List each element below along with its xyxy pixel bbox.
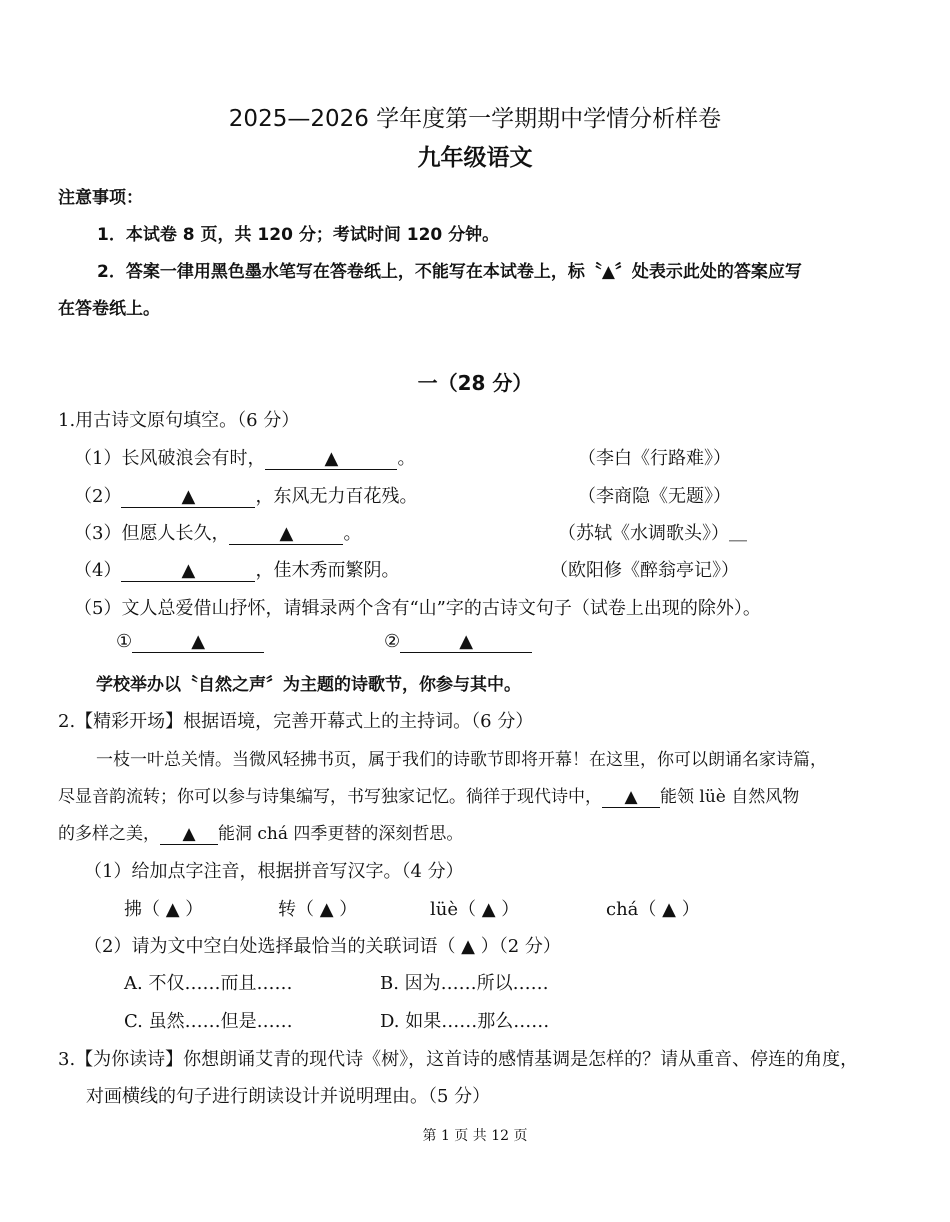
q2-para-blank-2[interactable]: ▲	[160, 825, 218, 845]
q2-option-c: C. 虽然……但是……	[124, 1011, 293, 1032]
notes-item-1: 1．本试卷 8 页，共 120 分；考试时间 120 分钟。	[97, 225, 500, 245]
q1-item-4-blank[interactable]: ▲	[121, 561, 255, 582]
q2-para-line-1: 一枝一叶总关情。当微风轻拂书页，属于我们的诗歌节即将开幕！在这里，你可以朗诵名家诗篇，	[96, 750, 827, 770]
q3-line-1: 3.【为你读诗】你想朗诵艾青的现代诗《树》，这首诗的感情基调是怎样的？请从重音、停连的角度，	[58, 1049, 859, 1070]
q1-item-4-num: （4）	[74, 560, 122, 581]
q1-item-1-source: （李白《行路难》）	[578, 448, 731, 469]
q2-option-b: B. 因为……所以……	[380, 973, 549, 994]
q1-item-2-blank[interactable]: ▲	[121, 487, 255, 508]
q1-item-2-num: （2）	[74, 486, 122, 507]
q2-para-line-3	[58, 819, 463, 845]
q1-item-3-source: （苏轼《水调歌头》）＿	[558, 523, 747, 544]
q1-item-3-blank[interactable]: ▲	[229, 524, 343, 545]
q1-stem: 1.用古诗文原句填空。（6 分）	[58, 410, 300, 431]
q1-item-1-blank[interactable]: ▲	[265, 449, 397, 470]
q1-item-5-num: （5）	[74, 598, 122, 619]
q1-item-2-source: （李商隐《无题》）	[578, 486, 731, 507]
q1-item-3-after: 。	[343, 523, 362, 544]
q1-item-5-blank-1[interactable]: ▲	[132, 632, 264, 653]
q1-item-3-before: 但愿人长久，	[121, 523, 230, 544]
q2-para-line-2	[58, 782, 799, 808]
q1-item-1-before: 长风破浪会有时，	[121, 448, 266, 469]
q2-para-line-2-after: 能领 lüè 自然风物	[660, 787, 800, 807]
q1-item-4-source: （欧阳修《醉翁亭记》）	[550, 560, 739, 581]
exam-title: 2025—2026 学年度第一学期期中学情分析样卷	[228, 106, 722, 132]
circle-two: ②	[384, 631, 401, 652]
q2-sub-1-field-3: lüè（ ▲ ）	[430, 899, 520, 920]
q1-item-3-num: （3）	[74, 523, 122, 544]
context-line: 学校举办以〝自然之声〞为主题的诗歌节，你参与其中。	[96, 675, 521, 695]
q2-stem: 2.【精彩开场】根据语境，完善开幕式上的主持词。（6 分）	[58, 711, 534, 732]
circle-one: ①	[116, 631, 133, 652]
notes-heading: 注意事项：	[58, 188, 143, 208]
q1-item-4	[74, 556, 399, 582]
q1-item-5	[74, 594, 761, 620]
q2-para-blank-1[interactable]: ▲	[602, 788, 660, 808]
q1-item-1	[74, 444, 415, 470]
subject-title: 九年级语文	[417, 145, 533, 171]
q2-option-d: D. 如果……那么……	[380, 1011, 550, 1032]
q2-para-line-3-after: 能洞 chá 四季更替的深刻哲思。	[218, 824, 464, 844]
q1-item-5-text: 文人总爱借山抒怀，请辑录两个含有“山”字的古诗文句子（试卷上出现的除外）。	[121, 598, 761, 619]
q2-sub-1-field-2: 转（ ▲ ）	[278, 899, 358, 920]
notes-item-2-cont: 在答卷纸上。	[58, 299, 160, 319]
q3-line-2: 对画横线的句子进行朗读设计并说明理由。（5 分）	[86, 1086, 491, 1107]
q1-item-2-after: ，东风无力百花残。	[255, 486, 418, 507]
q1-item-1-after: 。	[397, 448, 416, 469]
q1-item-5-answer-2	[384, 631, 532, 653]
q1-item-1-num: （1）	[74, 448, 122, 469]
q2-option-a: A. 不仅……而且……	[124, 973, 293, 994]
q1-item-2	[74, 482, 417, 508]
q1-item-4-after: ，佳木秀而繁阴。	[255, 560, 400, 581]
q1-item-5-blank-2[interactable]: ▲	[400, 632, 532, 653]
section-heading: 一（28 分）	[417, 371, 533, 395]
q2-para-line-3-text: 的多样之美，	[58, 824, 160, 844]
notes-item-2: 2．答案一律用黑色墨水笔写在答卷纸上，不能写在本试卷上，标〝▲〞处表示此处的答案应写	[97, 262, 802, 282]
q2-sub-1: （1）给加点字注音，根据拼音写汉字。（4 分）	[84, 861, 464, 882]
q2-sub-2: （2）请为文中空白处选择最恰当的关联词语（ ▲ ）（2 分）	[84, 936, 561, 957]
q1-item-3	[74, 519, 361, 545]
q1-item-5-answer-1	[116, 631, 264, 653]
page-footer: 第 1 页 共 12 页	[422, 1128, 528, 1144]
q2-sub-1-field-4: chá（ ▲ ）	[606, 899, 700, 920]
q2-para-line-2-text: 尽显音韵流转；你可以参与诗集编写，书写独家记忆。徜徉于现代诗中，	[58, 787, 602, 807]
q2-sub-1-field-1: 拂（ ▲ ）	[124, 899, 204, 920]
